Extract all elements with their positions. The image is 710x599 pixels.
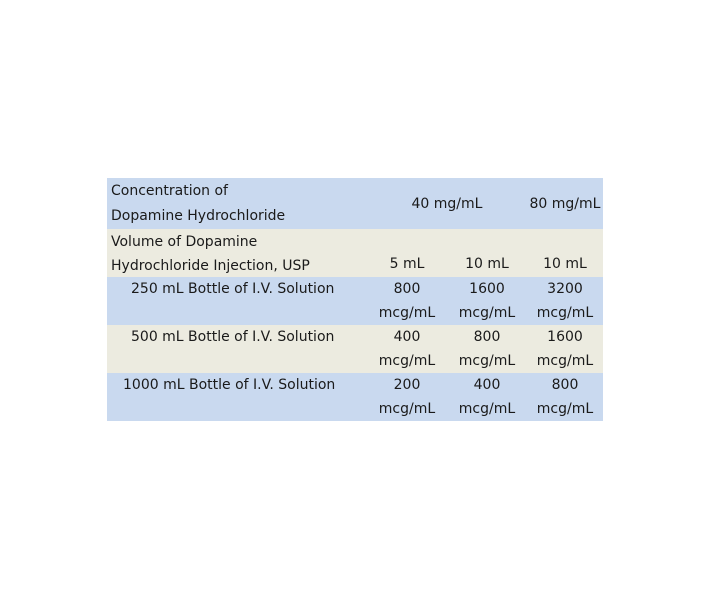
volume-a: 5 mL xyxy=(389,256,425,272)
row-value: 800 mcg/mL xyxy=(458,329,516,369)
row-value: 800 mcg/mL xyxy=(536,377,594,417)
volume-c: 10 mL xyxy=(543,256,587,272)
dilution-table xyxy=(107,178,603,421)
row-value: 200 mcg/mL xyxy=(378,377,436,417)
table-row xyxy=(107,325,603,373)
volume-header-row xyxy=(107,229,603,277)
row-value: 400 mcg/mL xyxy=(378,329,436,369)
row-value: 1600 mcg/mL xyxy=(536,329,594,369)
row-value: 400 mcg/mL xyxy=(458,377,516,417)
table-row xyxy=(107,277,603,325)
row-value: 3200 mcg/mL xyxy=(536,281,594,321)
row-label: 1000 mL Bottle of I.V. Solution xyxy=(123,377,336,393)
volume-label: Volume of Dopamine Hydrochloride Injection, USP xyxy=(111,234,310,274)
concentration-80: 80 mg/mL xyxy=(529,195,601,212)
concentration-header-row xyxy=(107,178,603,229)
row-label: 250 mL Bottle of I.V. Solution xyxy=(131,281,335,297)
table-row xyxy=(107,373,603,421)
concentration-40: 40 mg/mL xyxy=(411,195,483,212)
volume-b: 10 mL xyxy=(465,256,509,272)
row-value: 1600 mcg/mL xyxy=(458,281,516,321)
row-label: 500 mL Bottle of I.V. Solution xyxy=(131,329,335,345)
row-value: 800 mcg/mL xyxy=(378,281,436,321)
concentration-label: Concentration of Dopamine Hydrochloride xyxy=(111,183,286,224)
